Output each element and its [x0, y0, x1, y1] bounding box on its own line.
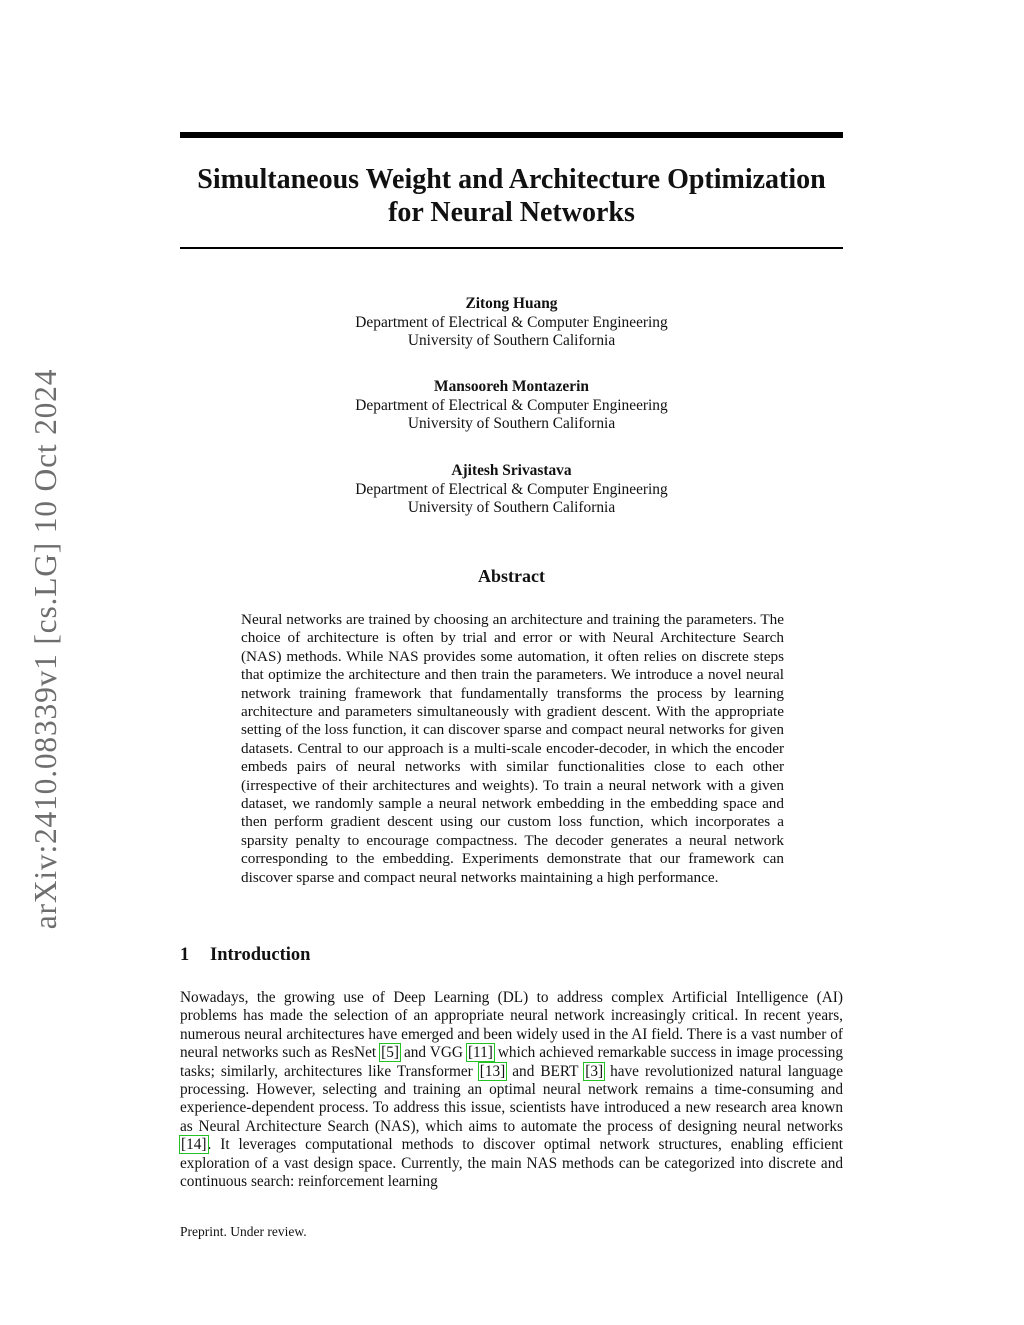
citation-link[interactable]: [14] [181, 1136, 207, 1154]
section-title: Introduction [210, 945, 311, 965]
author-name: Mansooreh Montazerin [434, 378, 589, 395]
section-heading-introduction [180, 944, 310, 966]
intro-text: have revolutionized natural language processing. However, selecting and training an optimal neural network remains a time-consuming and experience-dependent process. To address this issue, scientists have introduced a new research area known as Neural Architecture Search (NAS), which aims to automate the process of designing neural networks [180, 1062, 843, 1135]
intro-text: and VGG [399, 1044, 467, 1062]
intro-text: Nowadays, the growing use of Deep Learning (DL) to address complex Artificial Intelligence (AI) problems has made the selection of an appropriate neural network increasingly critical. In recent years, numerous neural architectures have emerged and been widely used in the AI field. There is a vast number of neural networks such as ResNet [180, 989, 843, 1062]
paper-title-line-2: for Neural Networks [388, 197, 635, 228]
paper-title-line-1: Simultaneous Weight and Architecture Optimization [197, 164, 826, 195]
author-department: Department of Electrical & Computer Engineering [355, 480, 668, 498]
title-bottom-rule [180, 247, 843, 249]
introduction-paragraph [180, 989, 843, 1191]
intro-text: which achieved remarkable success in image processing tasks; similarly, architectures like Transformer [180, 1044, 843, 1080]
author-name: Ajitesh Srivastava [451, 462, 572, 479]
author-department: Department of Electrical & Computer Engineering [355, 396, 668, 414]
paper-title [180, 163, 843, 229]
intro-text: . It leverages computational methods to discover optimal network structures, enabling efficient exploration of a vast design space. Currently, the main NAS methods can be categorized into discrete and continuous search: reinforcement learning [180, 1136, 843, 1191]
author-name: Zitong Huang [465, 295, 558, 312]
author-university: University of Southern California [407, 415, 616, 432]
author-university: University of Southern California [407, 499, 616, 516]
author-block-2 [180, 378, 843, 434]
citation-link[interactable]: [11] [467, 1044, 493, 1062]
citation-link[interactable]: [3] [585, 1062, 604, 1080]
abstract-heading: Abstract [478, 566, 545, 586]
citation-link[interactable]: [5] [381, 1044, 399, 1062]
intro-text: and BERT [506, 1062, 585, 1080]
section-number: 1 [180, 945, 190, 965]
citation-link[interactable]: [13] [479, 1062, 506, 1080]
footer-note: Preprint. Under review. [180, 1224, 307, 1239]
author-department: Department of Electrical & Computer Engineering [355, 313, 668, 331]
author-university: University of Southern California [407, 332, 616, 349]
author-block-1 [180, 295, 843, 351]
author-block-3 [180, 462, 843, 518]
abstract-text: Neural networks are trained by choosing an architecture and training the parameters. The choice of architecture is often by trial and error or with Neural Architecture Search (NAS) methods. While NAS provides some automation, it often relies on discrete steps that optimize the architecture and then train the parameters. We introduce a novel neural network training framework that fundamentally transforms the process by learning architecture and parameters simultaneously with gradient descent. With the appropriate setting of the loss function, it can discover sparse and compact neural networks for given datasets. Central to our approach is a multi-scale encoder-decoder, in which the encoder embeds pairs of neural networks with similar functionalities close to each other (irrespective of their architectures and weights). To train a neural network with a given dataset, we randomly sample a neural network embedding in the embedding space and then perform gradient descent using our custom loss function, which incorporates a sparsity penalty to encourage compactness. The decoder generates a neural network corresponding to the embedding. Experiments demonstrate that our framework can discover sparse and compact neural networks maintaining a high performance. [241, 611, 784, 886]
title-top-rule [180, 132, 843, 138]
arxiv-identifier: arXiv:2410.08339v1 [cs.LG] 10 Oct 2024 [28, 368, 63, 930]
